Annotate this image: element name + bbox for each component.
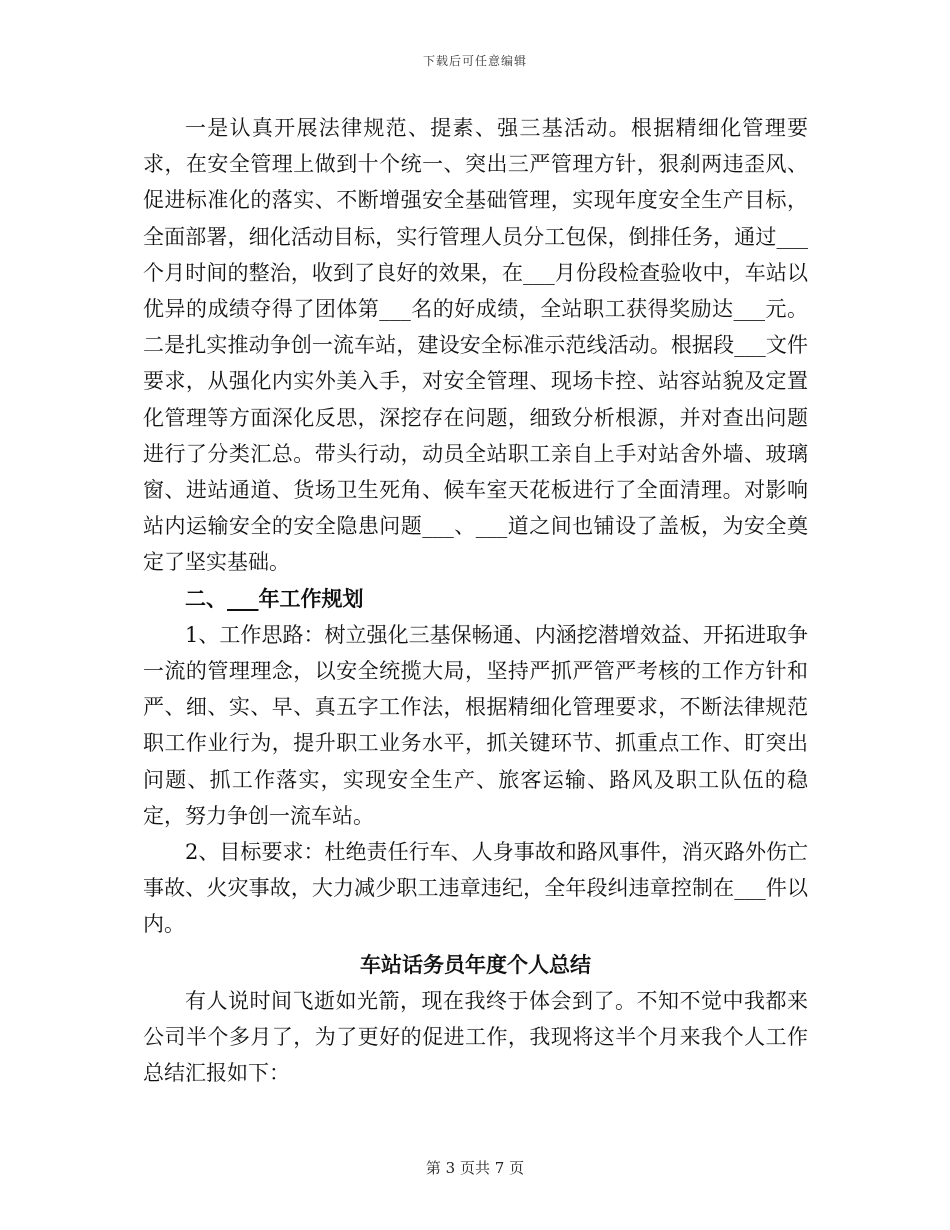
paragraph-goal-requirements: 2、目标要求：杜绝责任行车、人身事故和路风事件，消灭路外伤亡事故、火灾事故，大力减少职工违章违纪，全年段纠违章控制在___件以内。 bbox=[143, 840, 808, 937]
section-heading-work-plan: 二、___年工作规划 bbox=[185, 585, 364, 611]
page-number: 第 3 页共 7 页 bbox=[425, 1159, 525, 1177]
document-title: 车站话务员年度个人总结 bbox=[360, 951, 591, 977]
paragraph-safety-activities: 一是认真开展法律规范、提素、强三基活动。根据精细化管理要求，在安全管理上做到十个统一、突出三严管理方针，狠刹两违歪风、促进标准化的落实、不断增强安全基础管理，实现年度安全生产目标，全面部署，细化活动目标，实行管理人员分工包保，倒排任务，通过___个月时间的整治，收到了良好的效果，在___月份段检查验收中，车站以优异的成绩夺得了团体第___名的好成绩，全站职工获得奖励达___元。二是扎实推动争创一流车站，建设安全标准示范线活动。根据段___文件要求，从强化内实外美入手，对安全管理、现场卡控、站容站貌及定置化管理等方面深化反思，深挖存在问题，细致分析根源，并对查出问题进行了分类汇总。带头行动，动员全站职工亲自上手对站舍外墙、玻璃窗、进站通道、货场卫生死角、候车室天花板进行了全面清理。对影响站内运输安全的安全隐患问题___、___道之间也铺设了盖板，为安全奠定了坚实基础。 bbox=[143, 116, 808, 575]
page-header: 下载后可任意编辑 bbox=[422, 54, 527, 68]
paragraph-summary-intro: 有人说时间飞逝如光箭，现在我终于体会到了。不知不觉中我都来公司半个多月了，为了更好的促进工作，我现将这半个月来我个人工作总结汇报如下： bbox=[143, 988, 808, 1086]
paragraph-work-approach: 1、工作思路：树立强化三基保畅通、内涵挖潜增效益、开拓进取争一流的管理理念，以安全统揽大局，坚持严抓严管严考核的工作方针和严、细、实、早、真五字工作法，根据精细化管理要求，不断法律规范职工作业行为，提升职工业务水平，抓关键环节、抓重点工作、盯突出问题、抓工作落实，实现安全生产、旅客运输、路风及职工队伍的稳定，努力争创一流车站。 bbox=[143, 622, 808, 828]
document-body bbox=[143, 110, 808, 1091]
